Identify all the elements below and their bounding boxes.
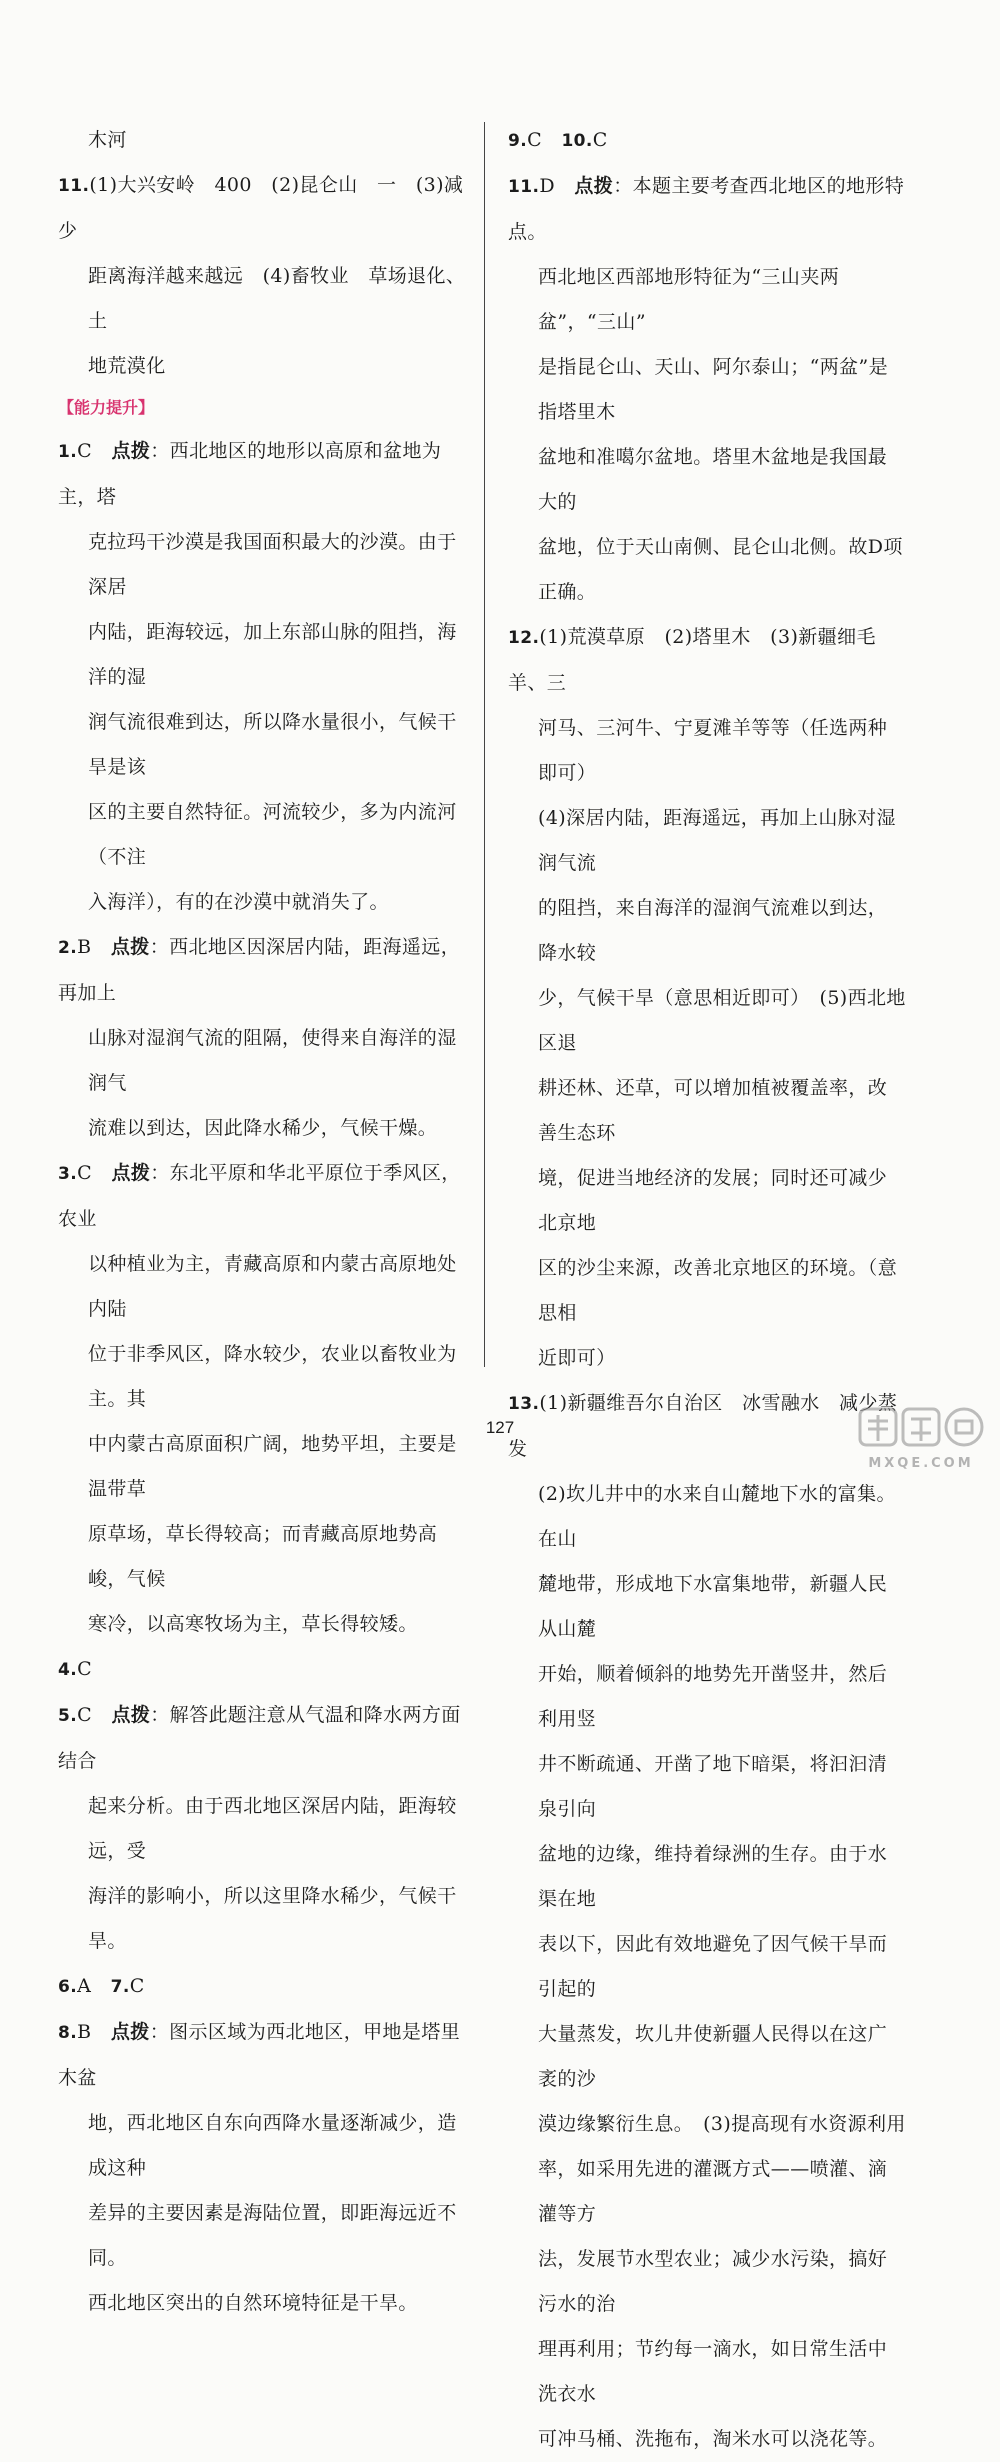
answer-13: 13.(1)新疆维吾尔自治区 冰雪融水 减少蒸发 (2)坎儿井中的水来自山麓地下水的富集。在山 麓地带，形成地下水富集地带，新疆人民从山麓 开始，顺着倾斜的地势先开凿竖井，然后利用竖 井不断疏通、开凿了地下暗渠，将汩汩清泉引向 盆地的边缘，维持着绿洲的生存。由于水渠在地 表以下，因此有效地避免了因气候干旱而引起的 大量蒸发，坎儿井使新疆人民得以在这广袤的沙 漠边缘繁衍生息。 (3)提高现有水资源利用 率，如采用先进的灌溉方式——喷灌、滴灌等方 法，发展节水型农业；减少水污染，搞好污水的治 理再利用；节约每一滴水，如日常生活中洗衣水 可冲马桶、洗拖布，淘米水可以浇花等。 [508, 1392, 906, 2450]
answer-11-left [58, 163, 468, 389]
answer-1: 1.C 点拨：西北地区的地形以高原和盆地为主，塔 克拉玛干沙漠是我国面积最大的沙漠。由于深居 内陆，距海较远，加上东部山脉的阻挡，海洋的湿 润气流很难到达，所以降水量很小，气候干旱是该 区的主要自然特征。河流较少，多为内流河（不注 入海洋），有的在沙漠中就消失了。 [58, 429, 468, 925]
answer-line: 距离海洋越来越远 (4)畜牧业 草场退化、土 [88, 265, 466, 332]
answer-8: 8.B 点拨：图示区域为西北地区，甲地是塔里木盆 地，西北地区自东向西降水量逐渐减少，造成这种 差异的主要因素是海陆位置，即距海远近不同。 西北地区突出的自然环境特征是干旱。 [58, 2021, 461, 2314]
answer-11-right: 11.D 点拨：本题主要考查西北地区的地形特点。 西北地区西部地形特征为“三山夹两盆”，“三山” 是指昆仑山、天山、阿尔泰山；“两盆”是指塔里木 盆地和准噶尔盆地。塔里木盆地是我国最大的 盆地，位于天山南侧、昆仑山北侧。故D项正确。 [508, 175, 905, 603]
answer-12: 12.(1)荒漠草原 (2)塔里木 (3)新疆细毛羊、三 河马、三河牛、宁夏滩羊等等（任选两种即可） (4)深居内陆，距海遥远，再加上山脉对湿润气流 的阻挡，来自海洋的湿润气流难以到达，降水较 少，气候干旱（意思相近即可） (5)西北地区退 耕还林、还草，可以增加植被覆盖率，改善生态环 境，促进当地经济的发展；同时还可减少北京地 区的沙尘来源，改善北京地区的环境。（意思相 近即可） [508, 626, 906, 1369]
left-column [58, 118, 468, 2326]
keyword-hint: 点拨 [110, 2021, 150, 2043]
question-number: 11. [58, 176, 90, 196]
column-divider [484, 122, 485, 1367]
answer-5: 5.C 点拨：解答此题注意从气温和降水两方面结合 起来分析。由于西北地区深居内陆，距海较远，受 海洋的影响小，所以这里降水稀少，气候干旱。 [58, 1704, 461, 1952]
keyword-hint: 点拨 [574, 175, 614, 197]
keyword-hint: 点拨 [110, 936, 150, 958]
answer-4: 4.C [58, 1658, 93, 1680]
section-title: 【能力提升】 [58, 398, 155, 417]
keyword-hint: 点拨 [111, 1162, 151, 1184]
page-number: 127 [485, 1418, 515, 1437]
intro-line: 木河 [88, 129, 127, 151]
keyword-hint: 点拨 [111, 440, 151, 462]
keyword-hint: 点拨 [111, 1704, 151, 1726]
answer-line: 11.(1)大兴安岭 400 (2)昆仑山 一 (3)减少 [58, 174, 464, 242]
answer-2: 2.B 点拨：西北地区因深居内陆，距海遥远，再加上 山脉对湿润气流的阻隔，使得来自海洋的湿润气 流难以到达，因此降水稀少，气候干燥。 [58, 936, 461, 1139]
right-column [508, 118, 906, 2462]
answer-line: 1.C 点拨：西北地区的地形以高原和盆地为主，塔 [58, 440, 442, 508]
answer-6-7: 6.A 7.C [58, 1975, 145, 1997]
answer-9-10: 9.C 10.C [508, 129, 608, 151]
answer-line: 地荒漠化 [88, 355, 166, 377]
watermark-logo-icon [856, 1405, 986, 1453]
answer-3: 3.C 点拨：东北平原和华北平原位于季风区，农业 以种植业为主，青藏高原和内蒙古高原地处内陆 位于非季风区，降水较少，农业以畜牧业为主。其 中内蒙古高原面积广阔，地势平坦，主要是温带草 原草场，草长得较高；而青藏高原地势高峻，气候 寒冷，以高寒牧场为主，草长得较矮。 [58, 1162, 461, 1635]
intro-continuation [58, 118, 468, 163]
watermark-text: MXQE.COM [868, 1456, 974, 1471]
watermark-logo [856, 1405, 986, 1475]
